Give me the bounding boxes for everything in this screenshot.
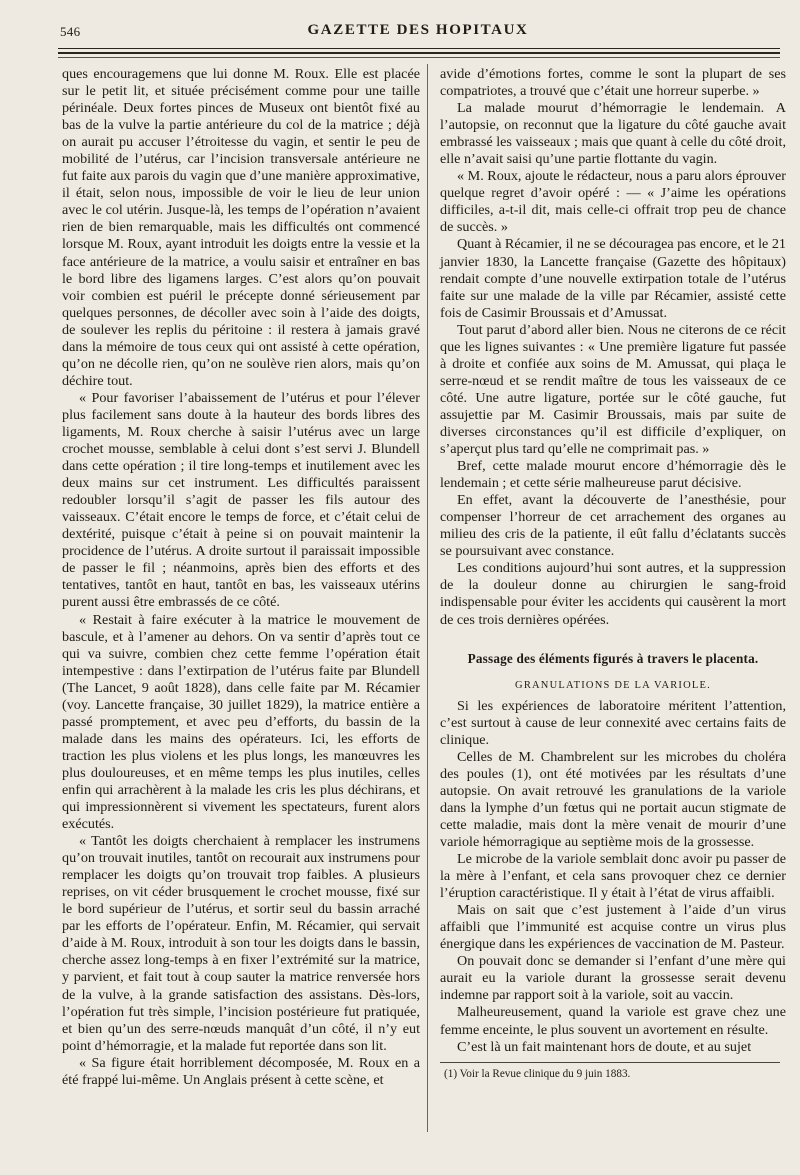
paragraph: Le microbe de la variole semblait donc avoir pu passer de la mère à l’enfant, et cela sans provoquer chez ce dernier l’éruption caractéristique. Il y était à l’état de virus affaibli. [440,851,786,902]
paragraph: « Restait à faire exécuter à la matrice le mouvement de bascule, et à l’amener au dehors. On va sentir d’après tout ce qui va suivre, combien chez cette femme l’opération était intempestive : dans l’extirpation de l’utérus faite par Blundell (The Lancet, 9 août 1828), dans celle faite par M. Récamier (voy. Lancette française, 30 juillet 1829), la matrice entière a passé promptement, et avec peu d’efforts, du bassin de la malade dans les mains des opérateurs. Ici, les efforts de traction les plus violens et les plus longs, les manœuvres les plus douloureuses, et en même temps les plus inutiles, celles enfin qui arrachèrent à la malade les cris les plus déchirans, et qui impressionnèrent si vivement les spectateurs, furent alors exécutés. [62,611,420,833]
page-number: 546 [60,24,81,39]
footnote: (1) Voir la Revue clinique du 9 juin 1883. [444,1067,631,1080]
paragraph: avide d’émotions fortes, comme le sont la plupart de ses compatriotes, a trouvé que c’était une horreur superbe. » [440,66,786,100]
paragraph: En effet, avant la découverte de l’anesthésie, pour compenser l’horreur de cet arrachement des organes au milieu des cris de la patiente, il eût fallu d’éclatants succès se poursuivant avec constance. [440,492,786,560]
left-column [62,66,420,1089]
paragraph: C’est là un fait maintenant hors de doute, et au sujet [457,1038,752,1055]
section-title: Passage des éléments figurés à travers le placenta. [467,650,759,666]
paragraph: Si les expériences de laboratoire méritent l’attention, c’est surtout à cause de leur connexité avec certains faits de clinique. [440,697,786,748]
paragraph: ques encouragemens que lui donne M. Roux. Elle est placée sur le petit lit, et située précisément comme pour une taille périnéale. Deux fortes pinces de Museux ont bientôt fixé au bas de la vulve la partie antérieure du col de la matrice ; déjà on aurait pu accuser l’étroitesse du vagin, et sentir le peu de mobilité de l’utérus, car l’incision transversale antérieure ne fut faite aux parois du vagin que d’une manière approximative, il était, selon nous, impossible de voir le lieu de leur union avec le col utérin. Jusque-là, les temps de l’opération n’avaient rien de bien remarquable, mais les difficultés ont commencé lorsque M. Roux, ayant introduit les doigts entre la vessie et la face antérieure de la matrice, a voulu saisir et entraîner en bas le bord libre des ligamens larges. C’est alors qu’on pouvait voir combien est puéril le précepte donné sérieusement par quelques personnes, de décoller avec soin à l’aide des doigts, de soulever les replis du péritoine : il restera à jamais gravé dans la mémoire de tous ceux qui ont assisté à cette opération, qu’on ne décolle rien, qu’on ne soulève rien alors, mais qu’on déchire tout. [62,66,420,389]
paragraph: « Pour favoriser l’abaissement de l’utérus et pour l’élever plus facilement sans doute à la hauteur des bords libres des ligaments, M. Roux cherche à saisir l’utérus avec un large crochet mousse, semblable à celui dont s’est servi J. Blundell dans cette opération ; il tire long-temps et inutilement avec les deux mains sur cet instrument. Les difficultés paraissent redoubler lorsqu’il s’agit de passer les fils autour des vaisseaux. C’était encore le temps de force, et c’était celui de dextérité, puisque c’était à peine si on pouvait maintenir la procidence de l’utérus. A droite surtout il paraissait impossible de passer le fil ; néanmoins, après bien des efforts et des tentatives, tantôt en haut, tantôt en bas, les vaisseaux utérins purent aussi être embrassés de ce côté. [62,389,420,611]
column-divider [427,64,428,1132]
paragraph: Mais on sait que c’est justement à l’aide d’un virus affaibli que l’immunité est acquise contre un virus plus énergique dans les expériences de vaccination de M. Pasteur. [440,902,786,953]
paragraph: Malheureusement, quand la variole est grave chez une femme enceinte, le plus souvent un avortement en résulte. [440,1004,786,1038]
paragraph: Les conditions aujourd’hui sont autres, et la suppression de la douleur donne au chirurgien le sang-froid indispensable pour éviter les accidents qui causèrent la mort de ces trois dernières opérées. [440,560,786,628]
page-header [58,20,778,46]
header-rule-thin [58,57,780,58]
running-title: GAZETTE DES HOPITAUX [307,22,529,38]
paragraph: Quant à Récamier, il ne se découragea pas encore, et le 21 janvier 1830, la Lancette française (Gazette des hôpitaux) rendait compte d’une nouvelle extirpation totale de l’utérus faite sur une malade de la ville par Récamier, assisté cette fois de Casimir Broussais et d’Amussat. [440,236,786,321]
paragraph: Bref, cette malade mourut encore d’hémorragie dès le lendemain ; et cette série malheureuse parut décisive. [440,458,786,492]
footnote-rule [440,1062,780,1063]
header-rule-thick [58,52,780,54]
paragraph: On pouvait donc se demander si l’enfant d’une mère qui aurait eu la variole durant la grossesse serait devenu indemne par rapport soit à la variole, soit au vaccin. [440,953,786,1004]
header-rule [58,48,780,49]
paragraph: « Sa figure était horriblement décomposée, M. Roux en a été frappé lui-même. Un Anglais présent à cette scène, et [62,1054,420,1088]
paragraph: Celles de M. Chambrelent sur les microbes du choléra des poules (1), ont été motivées par les résultats d’une autopsie. On avait retrouvé les granulations de la variole dans la lymphe d’un fœtus qui ne portait aucun stigmate de cette maladie, mais dont la mère venait de mourir d’une variole hémorragique au septième mois de la grossesse. [440,748,786,851]
paragraph: La malade mourut d’hémorragie le lendemain. A l’autopsie, on reconnut que la ligature du côté gauche avait embrassé les vaisseaux ; mais que quant à celle du côté droit, elle n’avait saisi qu’une partie flottante du vagin. [440,100,786,168]
right-column [440,66,786,1081]
paragraph: « Tantôt les doigts cherchaient à remplacer les instrumens qu’on trouvait inutiles, tantôt on recourait aux instrumens pour remplacer les doigts qu’on trouvait trop faibles. A plusieurs reprises, on vit céder brusquement le crochet mousse, fixé sur le bord supérieur de l’utérus, et sortir seul du bassin arraché par les efforts de l’opérateur. Enfin, M. Récamier, qui servait d’aide à M. Roux, introduit à son tour les doigts dans le bassin, cherche assez long-temps à en fixer l’extrémité sur la matrice, y parvient, et fait tout à coup sauter la matrice renversée hors de la vulve, à la grande satisfaction des assistans. Dès-lors, l’opération fut très simple, l’incision postérieure fut pratiquée, et bien qu’un des serre-nœuds manquât d’un côté, il n’y eut point d’hémorragie, et la malade fut reportée dans son lit. [62,833,420,1054]
paragraph: « M. Roux, ajoute le rédacteur, nous a paru alors éprouver quelque regret d’avoir opéré : — « J’aime les opérations difficiles, a-t-il dit, mais celle-ci offrait trop peu de chance de succès. » [440,168,786,236]
paragraph: Tout parut d’abord aller bien. Nous ne citerons de ce récit que les lignes suivantes : « Une première ligature fut passée à droite et confiée aux soins de M. Amussat, qui plaça le serre-nœud et se rendit maître de tous les vaisseaux de ce côté. Une autre ligature, portée sur le côté gauche, fut assujettie par M. Casimir Broussais, mais par suite de diverses circonstances qu’il est difficile d’expliquer, on s’aperçut plus tard qu’elle ne comprimait pas. » [440,321,786,458]
subsection-title: GRANULATIONS DE LA VARIOLE. [515,679,711,691]
